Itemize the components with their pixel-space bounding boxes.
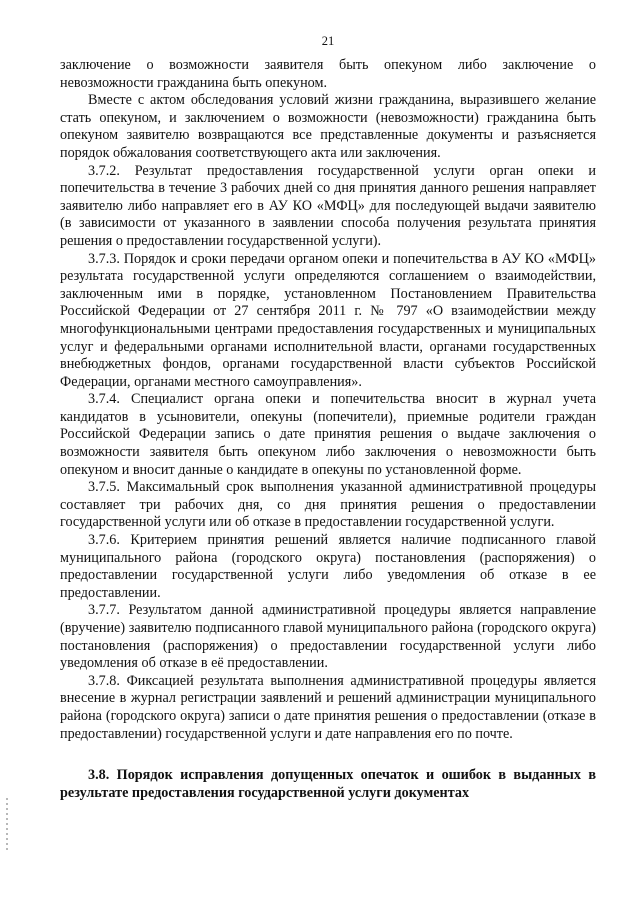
paragraph-3-7-2: 3.7.2. Результат предоставления государственной услуги орган опеки и попечительства в течение 3 рабочих дней со дня принятия данного решения направляет заявителю либо направляет его в АУ КО «МФЦ» для последующей выдачи заявителю (в зависимости от указанного в заявлении способа получения результата принятия решения о предоставлении государственной услуги). (60, 162, 596, 249)
paragraph-3-7-8: 3.7.8. Фиксацией результата выполнения административной процедуры является внесение в журнал регистрации заявлений и решений администрации муниципального района (городского округа) записи о дате принятия решения о предоставлении (отказе в предоставлении) государственной услуги и дате направления его по почте. (60, 672, 596, 742)
paragraph-3-7-7: 3.7.7. Результатом данной административной процедуры является направление (вручение) заявителю подписанного главой муниципального района (городского округа) постановления (распоряжения) о предоставлении государственной услуги либо уведомления об отказе в её предоставлении. (60, 602, 596, 672)
paragraph-continuation: заключение о возможности заявителя быть опекуном либо заключение о невозможности гражданина быть опекуном. (60, 57, 596, 91)
paragraph-3-7-5: 3.7.5. Максимальный срок выполнения указанной административной процедуры составляет три рабочих дня, со дня принятия решения о предоставлении государственной услуги или об отказе в предоставлении государственной услуги. (60, 479, 596, 531)
paragraph-3-7-3: 3.7.3. Порядок и сроки передачи органом опеки и попечительства в АУ КО «МФЦ» результата государственной услуги определяются соглашением о взаимодействии, заключенным ими в порядке, установленном Постановлением Правительства Российской Федерации от 27 сентября 2011 г. № 797 «О взаимодействии между многофункциональными центрами предоставления государственных и муниципальных услуг и федеральными органами исполнительной власти, органами государственных внебюджетных фондов, органами государственной власти субъектов Российской Федерации, органами местного самоуправления». (60, 250, 596, 390)
paragraph-3-7-6: 3.7.6. Критерием принятия решений является наличие подписанного главой муниципального района (городского округа) постановления (распоряжения) о предоставлении государственной услуги либо уведомления об отказе в ее предоставлении. (60, 532, 596, 601)
scan-margin-mark (6, 798, 8, 850)
paragraph-return-documents: Вместе с актом обследования условий жизни гражданина, выразившего желание стать опекуном, и заключением о возможности (невозможности) гражданина быть опекуном заявителю возвращаются все представленные документы и разъясняется порядок обжалования соответствующего акта или заключения. (60, 92, 596, 161)
section-heading-3-8: 3.8. Порядок исправления допущенных опечаток и ошибок в выданных в результате предоставления государственной услуги документах (60, 767, 596, 801)
paragraph-3-7-4: 3.7.4. Специалист органа опеки и попечительства вносит в журнал учета кандидатов в усыновители, опекуны (попечители), приемные родители граждан Российской Федерации запись о дате принятия решения о выдаче заключения о возможности заявителя быть опекуном либо заключения о невозможности быть опекуном и вносит данные о кандидате в опекуны по установленной форме. (60, 391, 596, 478)
page-number: 21 (321, 34, 335, 48)
